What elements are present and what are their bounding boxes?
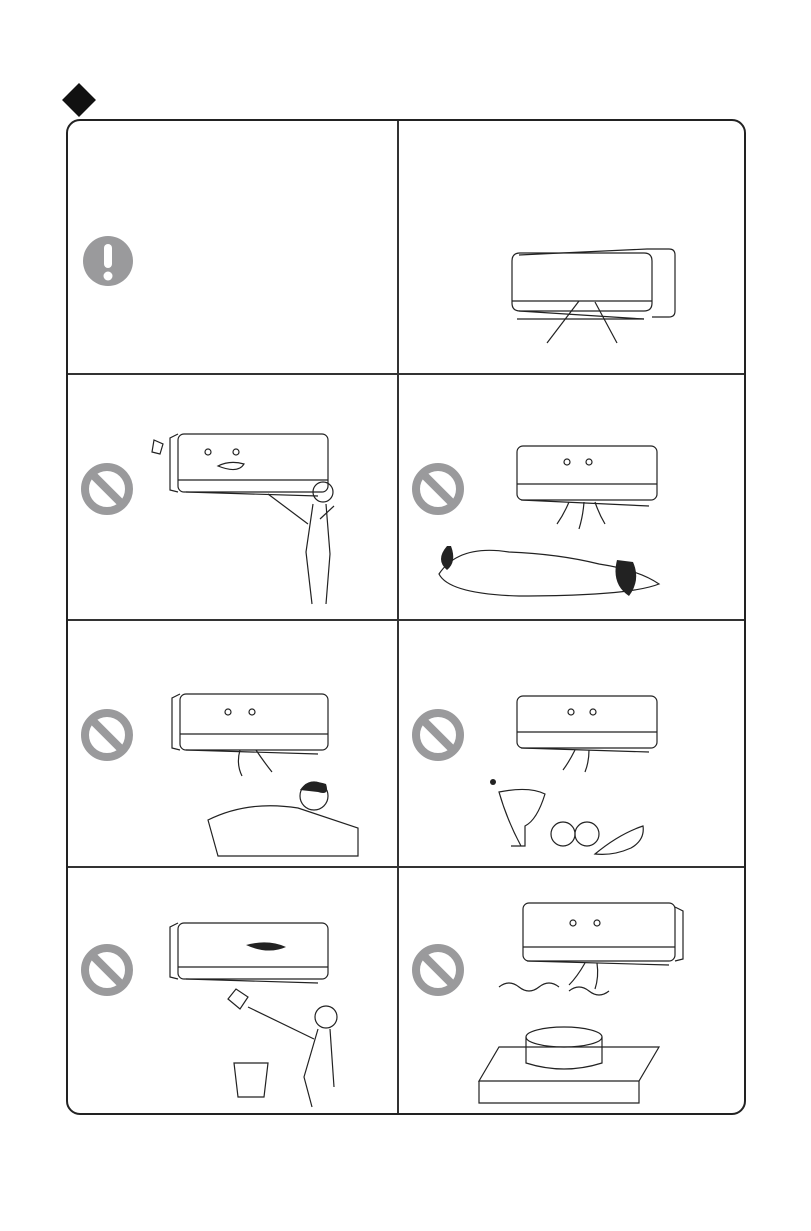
black-diamond-icon (62, 83, 96, 117)
child-sleeping-illustration (68, 620, 397, 866)
person-washing-unit-illustration (68, 867, 397, 1115)
panel-no-water-wash (68, 867, 397, 1115)
panel-no-airflow-pet (399, 374, 728, 619)
exclamation-icon (82, 235, 134, 287)
indoor-unit-illustration (399, 121, 728, 373)
panel-no-touch-louver (68, 374, 397, 619)
safety-panel-grid (66, 119, 746, 1115)
dog-under-airflow-illustration (399, 374, 728, 619)
food-under-airflow-illustration (399, 620, 728, 866)
panel-no-airflow-sleeping (68, 620, 397, 866)
panel-no-cooking-steam (399, 867, 728, 1115)
panel-attention (68, 121, 397, 373)
panel-indoor-unit (399, 121, 728, 373)
panel-no-airflow-food (399, 620, 728, 866)
steaming-pot-illustration (399, 867, 728, 1115)
person-reaching-illustration (68, 374, 397, 619)
